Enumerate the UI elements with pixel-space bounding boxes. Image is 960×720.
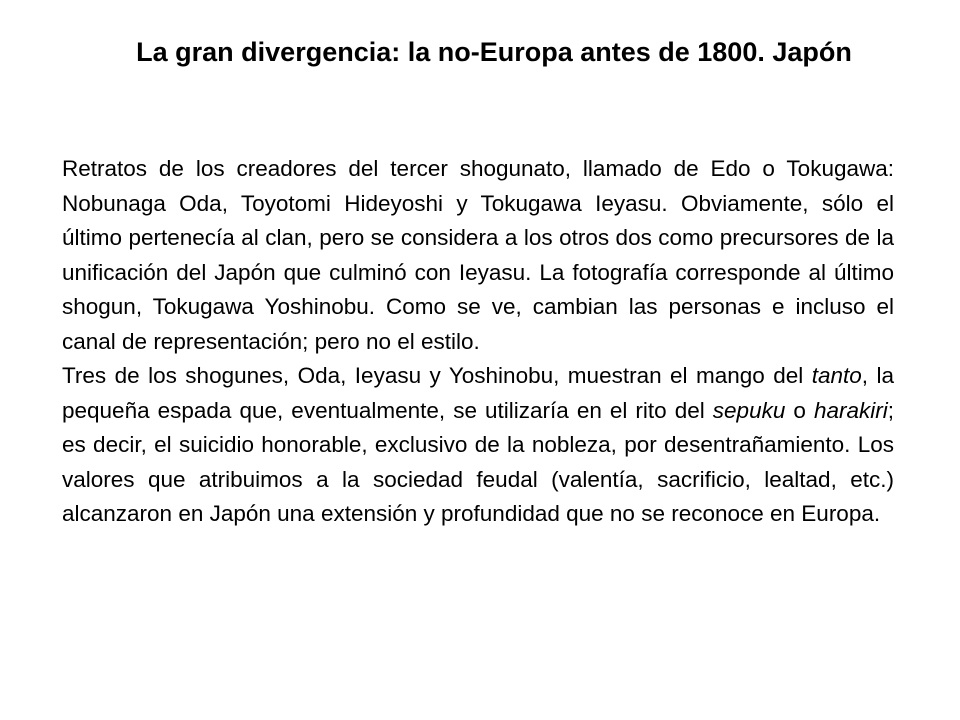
- paragraph-portraits: Retratos de los creadores del tercer shogunato, llamado de Edo o Tokugawa: Nobunaga Oda, Toyotomi Hideyoshi y Tokugawa Ieyasu. Obviamente, sólo el último pertenecía al clan, pero se considera a los otros dos como precursores de la unificación del Japón que culminó con Ieyasu. La fotografía corresponde al último shogun, Tokugawa Yoshinobu. Como se ve, cambian las personas e incluso el canal de representación; pero no el estilo.: [62, 156, 894, 354]
- paragraph-text: , la pequeña espada que, eventualmente, se utilizaría en el rito del: [62, 363, 894, 423]
- term-tanto: tanto: [811, 363, 862, 388]
- paragraph-shoguns: [62, 359, 894, 532]
- term-harakiri: harakiri: [813, 397, 888, 423]
- paragraph-text: ; es decir, el suicidio honorable, exclusivo de la nobleza, por desentrañamiento. Los valores que atribuimos a la sociedad feudal (valentía, sacrificio, lealtad, etc.) alcanzaron en Japón una extensión y profundidad que no se reconoce en Europa.: [62, 397, 894, 526]
- paragraph-text: o: [785, 397, 814, 423]
- slide-title: La gran divergencia: la no-Europa antes de 1800. Japón: [136, 37, 852, 67]
- term-sepuku: sepuku: [712, 397, 786, 423]
- paragraph-text: Tres de los shogunes, Oda, Ieyasu y Yoshinobu, muestran el mango del: [62, 363, 812, 388]
- slide-body: [62, 152, 894, 532]
